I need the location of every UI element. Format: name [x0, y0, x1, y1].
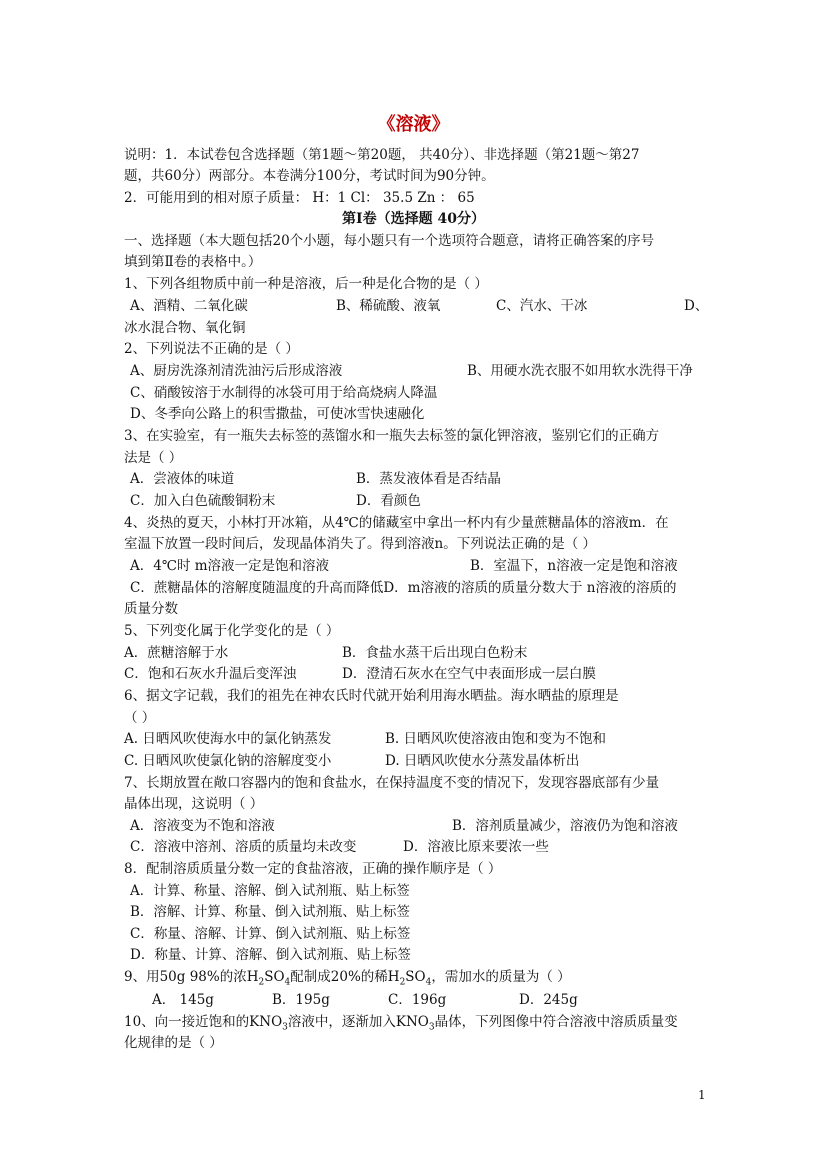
q9-so-a: SO	[264, 969, 285, 985]
instructions-line-1: 一、选择题（本大题包括20个小题，每小题只有一个选项符合题意，请将正确答案的序号	[124, 233, 655, 249]
q3-stem-1: 3、在实验室，有一瓶失去标签的蒸馏水和一瓶失去标签的氯化钾溶液，鉴别它们的正确方	[124, 428, 660, 444]
q2-option-c: C、硝酸铵溶于水制得的冰袋可用于给高烧病人降温	[130, 385, 438, 401]
q10-sub-3b: 3	[428, 1022, 435, 1033]
q8-option-a: A．计算、称量、溶解、倒入试剂瓶、贴上标签	[130, 883, 410, 899]
q9-stem-post: ，需加水的质量为（ ）	[431, 969, 571, 985]
q5-option-a: A．蔗糖溶解于水	[124, 645, 229, 661]
q9-stem-pre: 9、用50g 98%的浓H	[124, 969, 259, 985]
q2-option-a: A、厨房洗涤剂清洗油污后形成溶液	[130, 363, 343, 379]
q4-option-b: B．室温下，n溶液一定是饱和溶液	[470, 558, 678, 574]
q9-sub-2a: 2	[258, 977, 265, 988]
q4-option-c-d: C．蔗糖晶体的溶解度随温度的升高而降低D．m溶液的溶质的质量分数大于 n溶液的溶质的	[130, 580, 677, 596]
q1-option-c: C、汽水、干冰	[496, 298, 588, 314]
q7-option-a: A．溶液变为不饱和溶液	[130, 818, 275, 834]
q7-stem-2: 晶体出现，这说明（ ）	[124, 796, 264, 812]
q6-option-b: B. 日晒风吹使溶液由饱和变为不饱和	[385, 731, 607, 747]
q9-option-a: A． 145g	[152, 992, 214, 1008]
intro-line-3: 2．可能用到的相对原子质量： H：1 Cl： 35.5 Zn ： 65	[124, 190, 475, 206]
q8-stem: 8．配制溶质质量分数一定的食盐溶液，正确的操作顺序是（ ）	[124, 861, 502, 877]
intro-line-2: 题，共60分）两部分。本卷满分100分，考试时间为90分钟。	[124, 168, 495, 184]
q9-sub-4b: 4	[425, 977, 432, 988]
q1-option-d-cont: 冰水混合物、氧化铜	[124, 320, 246, 336]
q6-stem-1: 6、据文字记载，我们的祖先在神农氏时代就开始利用海水晒盐。海水晒盐的原理是	[124, 688, 619, 704]
q9-option-b: B．195g	[272, 992, 330, 1008]
q6-option-a: A. 日晒风吹使海水中的氯化钠蒸发	[124, 731, 332, 747]
q7-option-b: B．溶剂质量减少，溶液仍为饱和溶液	[452, 818, 678, 834]
q5-stem: 5、下列变化属于化学变化的是（ ）	[124, 623, 340, 639]
q2-option-b: B、用硬水洗衣服不如用软水洗得干净	[467, 363, 693, 379]
q6-stem-2: （ ）	[124, 710, 156, 726]
q10-stem-post: 晶体，下列图像中符合溶液中溶质质量变	[434, 1014, 678, 1030]
q9-option-d: D．245g	[519, 992, 578, 1008]
q9-option-c: C．196g	[388, 992, 447, 1008]
q5-option-c: C．饱和石灰水升温后变浑浊	[124, 666, 297, 682]
q10-stem-mid: 溶液中，逐渐加入KNO	[287, 1014, 429, 1030]
q3-option-b: B．蒸发液体看是否结晶	[356, 471, 501, 487]
q2-stem: 2、下列说法不正确的是（ ）	[124, 341, 299, 357]
intro-line-1: 说明：1．本试卷包含选择题（第1题～第20题， 共40分）、非选择题（第21题～第27	[124, 147, 640, 163]
q9-sub-2b: 2	[399, 977, 406, 988]
page-title: 《溶液》	[377, 114, 450, 135]
q6-option-c: C. 日晒风吹使氯化钠的溶解度变小	[124, 753, 332, 769]
q3-option-c: C．加入白色硫酸铜粉末	[130, 493, 276, 509]
q7-option-c: C．溶液中溶剂、溶质的质量均未改变	[130, 839, 357, 855]
instructions-line-2: 填到第Ⅱ卷的表格中。）	[124, 254, 262, 270]
q8-option-b: B．溶解、计算、称量、倒入试剂瓶、贴上标签	[130, 904, 410, 920]
page-number: 1	[698, 1088, 706, 1102]
q9-sub-4a: 4	[284, 977, 291, 988]
q2-option-d: D、冬季向公路上的积雪撒盐，可使冰雪快速融化	[130, 406, 425, 422]
section-title: 第Ⅰ卷（选择题 40分）	[342, 211, 485, 227]
q4-option-a: A．4℃时 m溶液一定是饱和溶液	[130, 558, 330, 574]
q4-stem-2: 室温下放置一段时间后，发现晶体消失了。得到溶液n。下列说法正确的是（ ）	[124, 536, 596, 552]
q1-stem: 1、下列各组物质中前一种是溶液，后一种是化合物的是（ ）	[124, 276, 488, 292]
q8-option-d: D．称量、计算、溶解、倒入试剂瓶、贴上标签	[130, 947, 411, 963]
q5-option-d: D．澄清石灰水在空气中表面形成一层白膜	[342, 666, 596, 682]
q8-option-c: C．称量、溶解、计算、倒入试剂瓶、贴上标签	[130, 926, 411, 942]
q10-stem-2: 化规律的是（ ）	[124, 1035, 223, 1051]
q4-option-d-cont: 质量分数	[124, 601, 178, 617]
q4-stem-1: 4、炎热的夏天，小林打开冰箱，从4℃的储藏室中拿出一杯内有少量蔗糖晶体的溶液m．在	[124, 515, 669, 531]
q5-option-b: B．食盐水蒸干后出现白色粉末	[342, 645, 528, 661]
q1-option-b: B、稀硫酸、液氧	[336, 298, 441, 314]
q1-option-a: A、酒精、二氧化碳	[130, 298, 248, 314]
q3-stem-2: 法是（ ）	[124, 450, 183, 466]
q10-sub-3a: 3	[282, 1022, 288, 1033]
q9-so-b: SO	[405, 969, 426, 985]
q10-stem-pre: 10、向一接近饱和的KNO	[124, 1014, 283, 1030]
q7-option-d: D．溶液比原来要浓一些	[403, 839, 549, 855]
q3-option-d: D．看颜色	[356, 493, 421, 509]
q1-option-d: D、	[684, 298, 709, 314]
q7-stem-1: 7、长期放置在敞口容器内的饱和食盐水，在保持温度不变的情况下，发现容器底部有少量	[124, 775, 660, 791]
q3-option-a: A．尝液体的味道	[130, 471, 235, 487]
q6-option-d: D. 日晒风吹使水分蒸发晶体析出	[385, 753, 580, 769]
q9-stem-mid: 配制成20%的稀H	[290, 969, 400, 985]
